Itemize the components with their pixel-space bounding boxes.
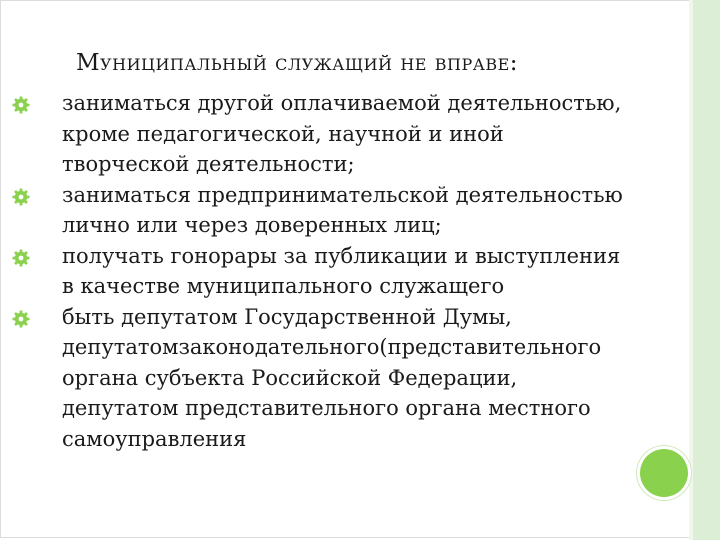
list-item — [12, 180, 637, 241]
list-item-text: получать гонорары за публикации и выступления в качестве муниципального служащего — [62, 243, 621, 298]
right-accent-stripe — [693, 0, 720, 540]
list-item-text: заниматься предпринимательской деятельностью лично или через доверенных лиц; — [62, 182, 623, 237]
gear-icon — [12, 249, 30, 267]
decorative-green-circle — [640, 449, 688, 497]
list-item-text: быть депутатом Государственной Думы, депутатомзаконодательного(представительного органа субъекта Российской Федерации, депутатом представительного органа местного самоуправления — [62, 304, 602, 451]
list-item — [12, 302, 637, 455]
gear-icon — [12, 96, 30, 114]
list-item — [12, 88, 637, 180]
bullet-list — [12, 88, 637, 454]
list-item-text: заниматься другой оплачиваемой деятельностью, кроме педагогической, научной и иной творческой деятельности; — [62, 91, 622, 176]
gear-icon — [12, 310, 30, 328]
slide-title-text: Муниципальный служащий не вправе: — [76, 50, 519, 76]
slide-title — [76, 50, 518, 76]
gear-icon — [12, 188, 30, 206]
list-item — [12, 241, 637, 302]
